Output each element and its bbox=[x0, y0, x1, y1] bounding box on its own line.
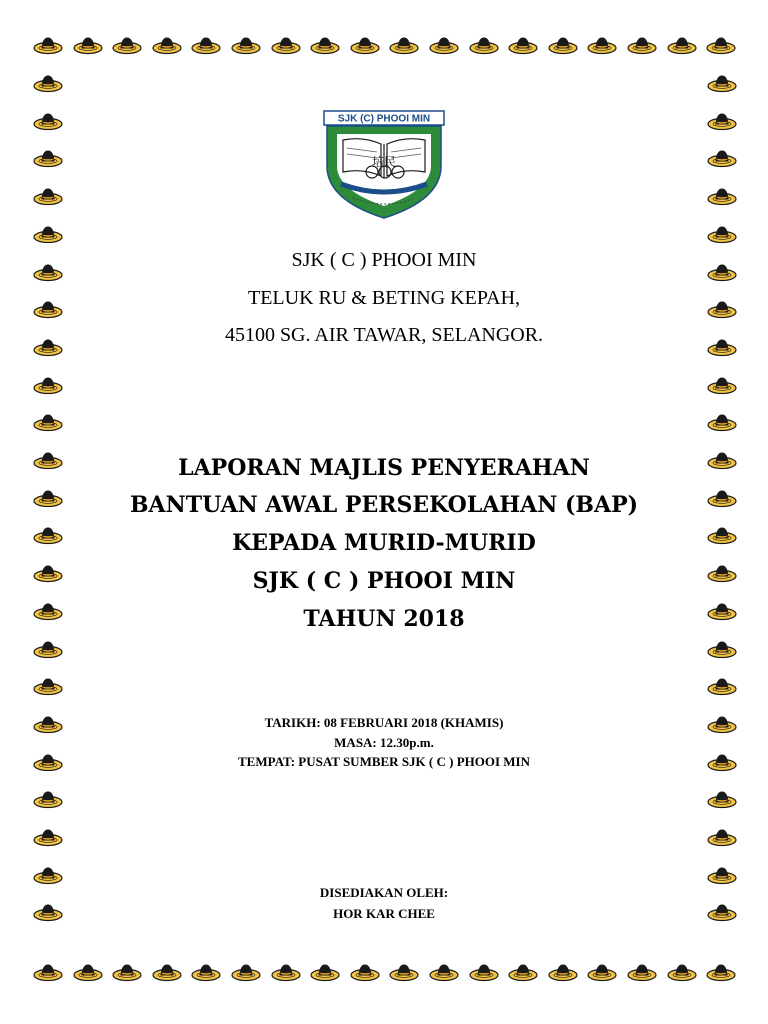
sombrero-hat-icon bbox=[33, 148, 63, 168]
sombrero-hat-icon bbox=[707, 148, 737, 168]
event-venue: TEMPAT: PUSAT SUMBER SJK ( C ) PHOOI MIN bbox=[237, 754, 531, 769]
event-date: TARIKH: 08 FEBRUARI 2018 (KHAMIS) bbox=[264, 715, 504, 730]
sombrero-hat-icon bbox=[548, 35, 578, 55]
sombrero-hat-icon bbox=[310, 35, 340, 55]
sombrero-hat-icon bbox=[271, 35, 301, 55]
report-title-year: TAHUN 2018 bbox=[303, 606, 465, 632]
sombrero-hat-icon bbox=[310, 962, 340, 982]
school-name: SJK ( C ) PHOOI MIN bbox=[291, 249, 477, 271]
sombrero-hat-icon bbox=[707, 73, 737, 93]
sombrero-hat-icon bbox=[350, 35, 380, 55]
sombrero-hat-icon bbox=[271, 962, 301, 982]
sombrero-hat-icon bbox=[548, 962, 578, 982]
sombrero-hat-icon bbox=[33, 865, 63, 885]
report-title-line-2: BANTUAN AWAL PERSEKOLAHAN (BAP) bbox=[129, 492, 639, 518]
sombrero-hat-icon bbox=[667, 35, 697, 55]
report-title-line-1: LAPORAN MAJLIS PENYERAHAN bbox=[178, 455, 590, 481]
sombrero-hat-icon bbox=[508, 35, 538, 55]
sombrero-hat-icon bbox=[707, 676, 737, 696]
sombrero-hat-icon bbox=[33, 789, 63, 809]
sombrero-hat-icon bbox=[707, 789, 737, 809]
sombrero-hat-icon bbox=[231, 962, 261, 982]
sombrero-hat-icon bbox=[707, 412, 737, 432]
svg-text:培民: 培民 bbox=[371, 155, 397, 169]
event-time: MASA: 12.30p.m. bbox=[334, 735, 434, 750]
sombrero-hat-icon bbox=[33, 186, 63, 206]
sombrero-hat-icon bbox=[33, 35, 63, 55]
sombrero-hat-icon bbox=[627, 35, 657, 55]
sombrero-hat-icon bbox=[706, 35, 736, 55]
sombrero-hat-icon bbox=[587, 962, 617, 982]
sombrero-hat-icon bbox=[707, 186, 737, 206]
sombrero-hat-icon bbox=[627, 962, 657, 982]
sombrero-hat-icon bbox=[707, 375, 737, 395]
svg-text:SJK (C) PHOOI MIN: SJK (C) PHOOI MIN bbox=[337, 113, 431, 125]
school-address-line: TELUK RU & BETING KEPAH, bbox=[247, 287, 521, 309]
sombrero-hat-icon bbox=[33, 676, 63, 696]
sombrero-hat-icon bbox=[152, 35, 182, 55]
sombrero-hat-icon bbox=[707, 639, 737, 659]
sombrero-hat-icon bbox=[707, 827, 737, 847]
sombrero-hat-icon bbox=[191, 962, 221, 982]
sombrero-hat-icon bbox=[33, 962, 63, 982]
sombrero-hat-icon bbox=[73, 962, 103, 982]
sombrero-hat-icon bbox=[429, 35, 459, 55]
sombrero-hat-icon bbox=[469, 962, 499, 982]
sombrero-hat-icon bbox=[33, 111, 63, 131]
sombrero-hat-icon bbox=[231, 35, 261, 55]
sombrero-hat-icon bbox=[350, 962, 380, 982]
sombrero-hat-icon bbox=[389, 962, 419, 982]
sombrero-hat-icon bbox=[707, 224, 737, 244]
prepared-by-name: HOR KAR CHEE bbox=[333, 906, 435, 921]
sombrero-hat-icon bbox=[389, 35, 419, 55]
sombrero-hat-icon bbox=[508, 962, 538, 982]
sombrero-hat-icon bbox=[112, 35, 142, 55]
school-postcode-line: 45100 SG. AIR TAWAR, SELANGOR. bbox=[224, 324, 544, 346]
sombrero-hat-icon bbox=[706, 962, 736, 982]
sombrero-hat-icon bbox=[707, 865, 737, 885]
sombrero-hat-icon bbox=[587, 35, 617, 55]
sombrero-hat-icon bbox=[33, 412, 63, 432]
sombrero-hat-icon bbox=[33, 827, 63, 847]
report-title-line-4: SJK ( C ) PHOOI MIN bbox=[252, 568, 516, 594]
sombrero-hat-icon bbox=[191, 35, 221, 55]
sombrero-hat-icon bbox=[33, 375, 63, 395]
report-title-line-3: KEPADA MURID-MURID bbox=[232, 530, 536, 556]
sombrero-hat-icon bbox=[73, 35, 103, 55]
sombrero-hat-icon bbox=[112, 962, 142, 982]
sombrero-hat-icon bbox=[33, 224, 63, 244]
sombrero-hat-icon bbox=[152, 962, 182, 982]
sombrero-hat-icon bbox=[33, 639, 63, 659]
sombrero-hat-icon bbox=[469, 35, 499, 55]
school-crest-logo bbox=[323, 110, 445, 220]
sombrero-hat-icon bbox=[707, 111, 737, 131]
sombrero-hat-icon bbox=[667, 962, 697, 982]
sombrero-hat-icon bbox=[429, 962, 459, 982]
prepared-by-label: DISEDIAKAN OLEH: bbox=[319, 885, 449, 900]
sombrero-hat-icon bbox=[33, 73, 63, 93]
